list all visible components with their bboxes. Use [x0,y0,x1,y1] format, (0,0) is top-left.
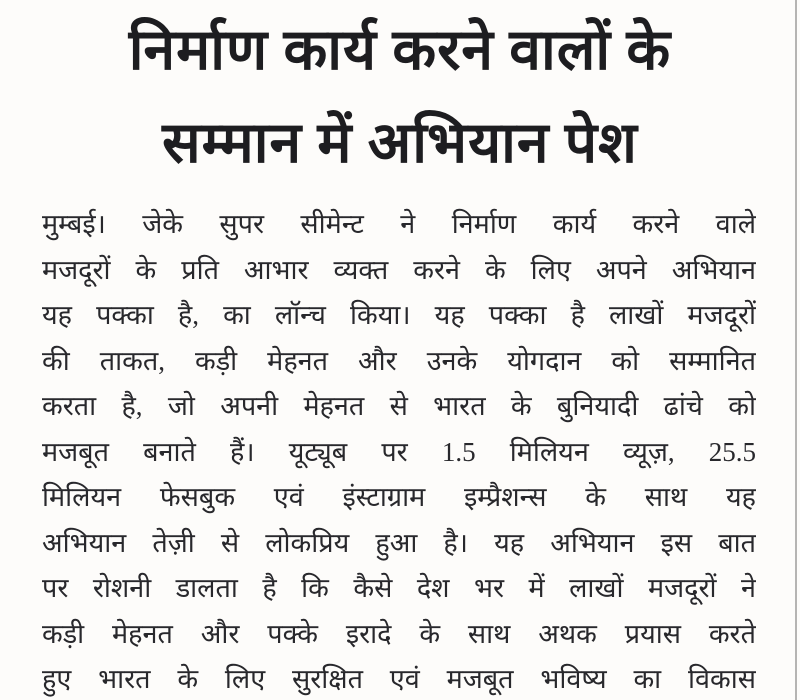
body-line: मजदूरों के प्रति आभार व्यक्त करने के लिए अपने अभियान [42,254,756,285]
body-line: यह पक्का है, का लॉन्च किया। यह पक्का है लाखों मजदूरों [42,300,756,330]
headline-line-1: निर्माण कार्य करने वालों के [128,19,672,82]
body-line: अभियान तेज़ी से लोकप्रिय हुआ है। यह अभियान इस बात [42,527,756,558]
body-line: की ताकत, कड़ी मेहनत और उनके योगदान को सम्मानित [42,345,756,376]
body-line: मिलियन फेसबुक एवं इंस्टाग्राम इम्प्रैशन्स के साथ यह [42,482,756,512]
column-divider-rule [795,0,797,700]
body-line: मजबूत बनाते हैं। यूट्यूब पर 1.5 मिलियन व्यूज़, 25.5 [42,436,756,467]
article-headline [0,0,800,190]
article-body [42,202,756,700]
body-line: करता है, जो अपनी मेहनत से भारत के बुनियादी ढांचे को [42,391,756,421]
headline-line-2: सम्मान में अभियान पेश [162,112,638,175]
body-line: पर रोशनी डालता है कि कैसे देश भर में लाखों मजदूरों ने [42,573,756,603]
body-line: कड़ी मेहनत और पक्के इरादे के साथ अथक प्रयास करते [42,618,756,649]
body-line: मुम्बई। जेके सुपर सीमेन्ट ने निर्माण कार्य करने वाले [42,209,756,239]
body-line: हुए भारत के लिए सुरक्षित एवं मजबूत भविष्य का विकास [42,664,756,694]
